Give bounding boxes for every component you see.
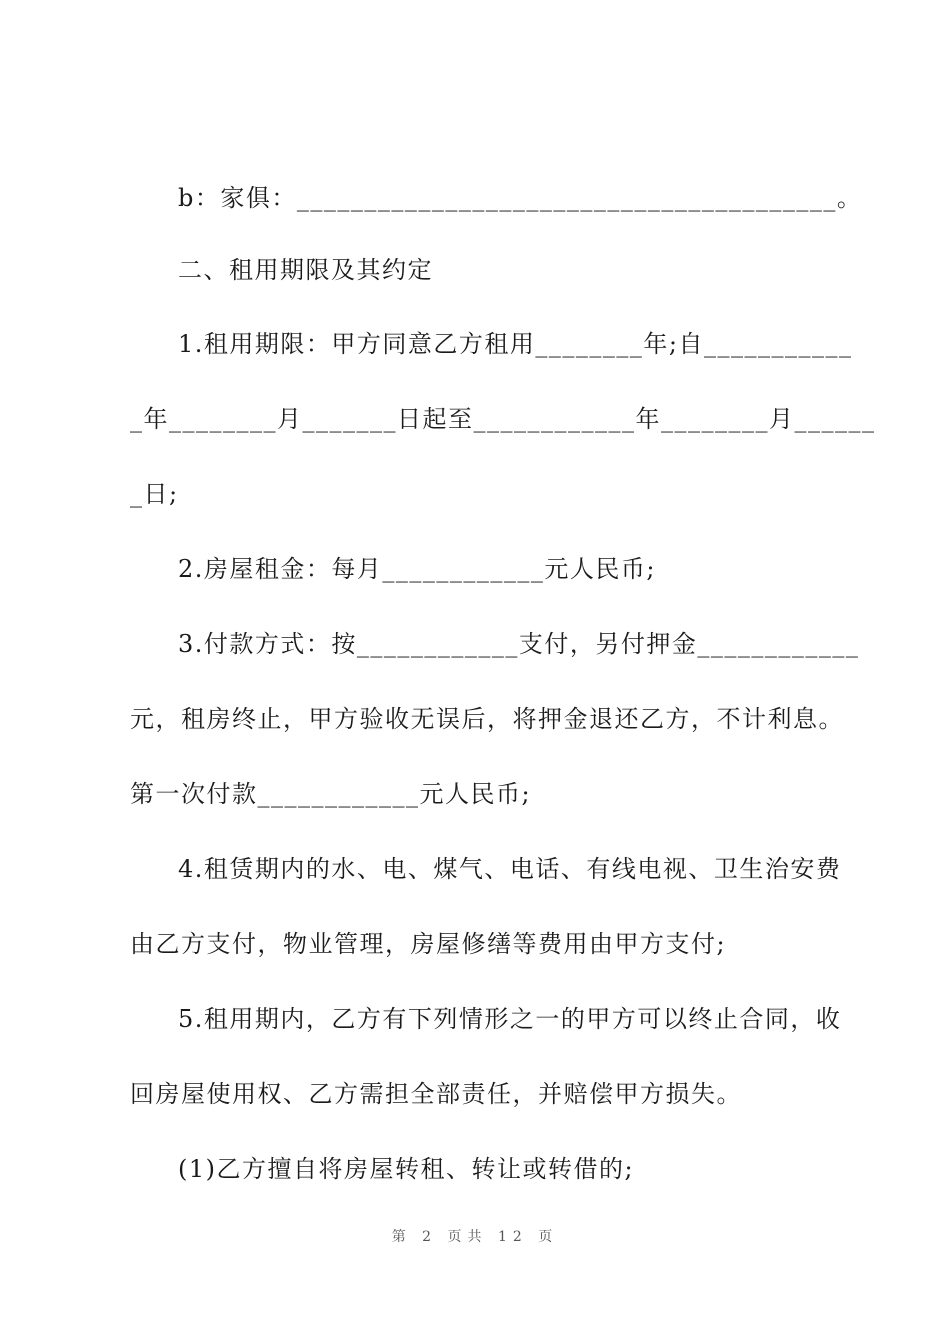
furniture-line: b：家俱：________________________________________。	[178, 184, 863, 212]
payment-method-line: 3.付款方式：按____________支付，另付押金____________	[178, 630, 860, 658]
first-payment-line: 第一次付款____________元人民币;	[130, 780, 532, 808]
deposit-line: 元，租房终止，甲方验收无误后，将押金退还乙方，不计利息。	[130, 705, 844, 733]
sublet-clause-line: (1)乙方擅自将房屋转租、转让或转借的;	[178, 1155, 635, 1183]
utilities-line: 4.租赁期内的水、电、煤气、电话、有线电视、卫生治安费	[178, 855, 842, 883]
lease-term-end-line: _日;	[130, 480, 179, 508]
rent-line: 2.房屋租金：每月____________元人民币;	[178, 555, 656, 583]
section-heading-term: 二、租用期限及其约定	[178, 256, 433, 284]
page-footer: 第 2 页共 12 页	[391, 1229, 559, 1245]
lease-term-dates-line: _年________月_______日起至____________年________月______	[130, 405, 876, 433]
termination-line: 5.租用期内，乙方有下列情形之一的甲方可以终止合同，收	[178, 1005, 842, 1033]
termination-continued-line: 回房屋使用权、乙方需担全部责任，并赔偿甲方损失。	[130, 1080, 742, 1108]
utilities-continued-line: 由乙方支付，物业管理，房屋修缮等费用由甲方支付;	[130, 930, 727, 958]
lease-term-line: 1.租用期限：甲方同意乙方租用________年;自___________	[178, 330, 853, 358]
